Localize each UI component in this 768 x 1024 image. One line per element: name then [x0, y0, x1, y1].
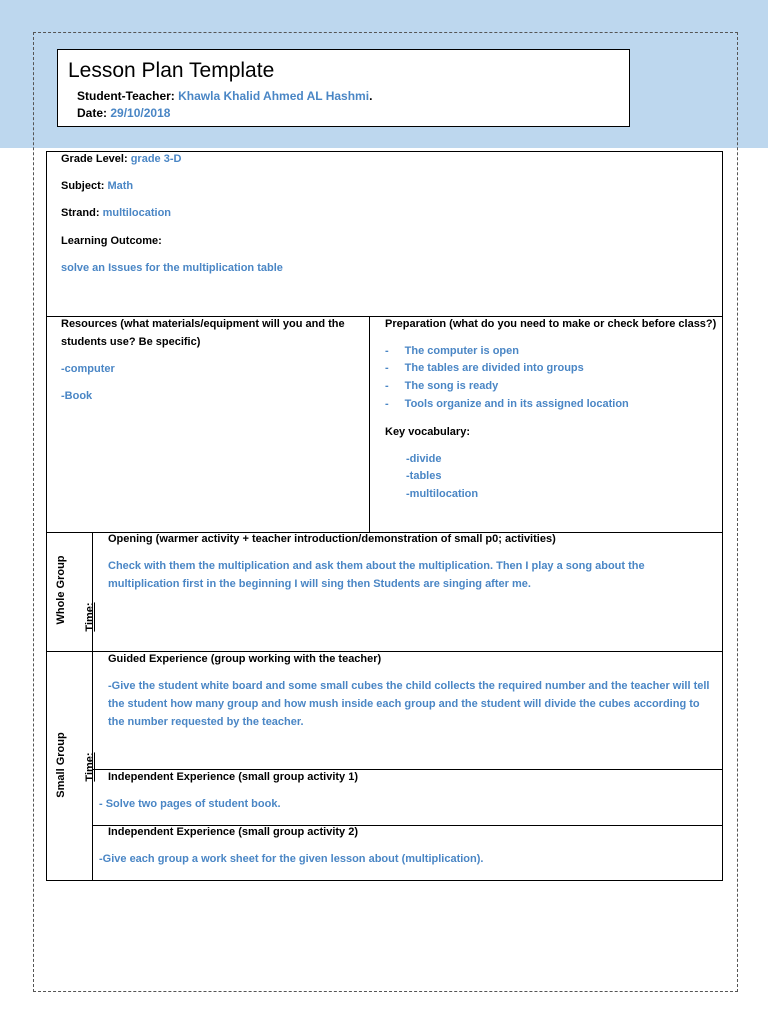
strand-line — [61, 205, 171, 222]
whole-group-label: Whole Group — [55, 555, 67, 625]
whole-group-time-label: Time: — [84, 602, 96, 632]
grade-label: Grade Level: — [61, 153, 128, 165]
resources-heading-1: Resources (what materials/equipment will you and the — [61, 318, 345, 330]
page-title: Lesson Plan Template — [68, 59, 275, 82]
independent-1-text: - Solve two pages of student book. — [99, 798, 281, 810]
date-value: 29/10/2018 — [110, 106, 171, 120]
independent-2-text: -Give each group a work sheet for the given lesson about (multiplication). — [99, 853, 484, 865]
opening-text-line-1: Check with them the multiplication and ask them about the multiplication. Then I play a song about the — [108, 560, 645, 572]
grade-line — [61, 151, 181, 168]
date-line — [77, 106, 170, 120]
vocabulary-item: -tables — [406, 470, 442, 482]
strand-value: multilocation — [102, 207, 172, 219]
small-group-time-label: Time: — [84, 752, 96, 782]
outcome-label: Learning Outcome: — [61, 235, 162, 247]
outcome-value: solve an Issues for the multiplication table — [61, 262, 283, 274]
guided-text-line-3: the number requested by the teacher. — [108, 716, 304, 728]
student-teacher-value: Khawla Khalid Ahmed AL Hashmi — [178, 89, 370, 103]
student-teacher-line: Student-Teacher: Khawla Khalid Ahmed AL Hashmi. — [77, 89, 373, 103]
preparation-item: - The tables are divided into groups — [385, 362, 584, 374]
small-group-label: Small Group — [55, 732, 67, 798]
strand-label: Strand: — [61, 207, 100, 219]
date-label: Date: — [77, 106, 108, 120]
column-divider — [369, 316, 370, 533]
title-box — [57, 49, 630, 127]
preparation-item: - The song is ready — [385, 380, 499, 392]
student-teacher-label: Student-Teacher — [77, 89, 171, 103]
opening-text-line-2: multiplication first in the beginning I will sing then Students are singing after me. — [108, 578, 531, 590]
guided-text-line-2: the student how many group and how mush inside each group and the student will divide the cubes according to — [108, 698, 700, 710]
preparation-item: - The computer is open — [385, 345, 519, 357]
guided-heading: Guided Experience (group working with the teacher) — [108, 653, 382, 665]
resource-item: -computer — [61, 363, 115, 375]
resources-heading-2: students use? Be specific) — [61, 336, 201, 348]
grade-value: grade 3-D — [130, 153, 182, 165]
vocabulary-item: -multilocation — [406, 488, 479, 500]
resource-item: -Book — [61, 390, 93, 402]
vocabulary-item: -divide — [406, 453, 442, 465]
preparation-heading: Preparation (what do you need to make or check before class?) — [385, 318, 717, 330]
opening-heading: Opening (warmer activity + teacher introduction/demonstration of small p0; activities) — [108, 533, 556, 545]
subject-value: Math — [107, 180, 134, 192]
guided-text-line-1: -Give the student white board and some small cubes the child collects the required number and the teacher will tell — [108, 680, 710, 692]
independent-1-heading: Independent Experience (small group activity 1) — [108, 771, 359, 783]
independent-2-heading: Independent Experience (small group activity 2) — [108, 826, 359, 838]
subject-line — [61, 178, 133, 195]
vocabulary-label: Key vocabulary: — [385, 426, 470, 438]
subject-label: Subject: — [61, 180, 105, 192]
preparation-item: - Tools organize and in its assigned location — [385, 398, 629, 410]
